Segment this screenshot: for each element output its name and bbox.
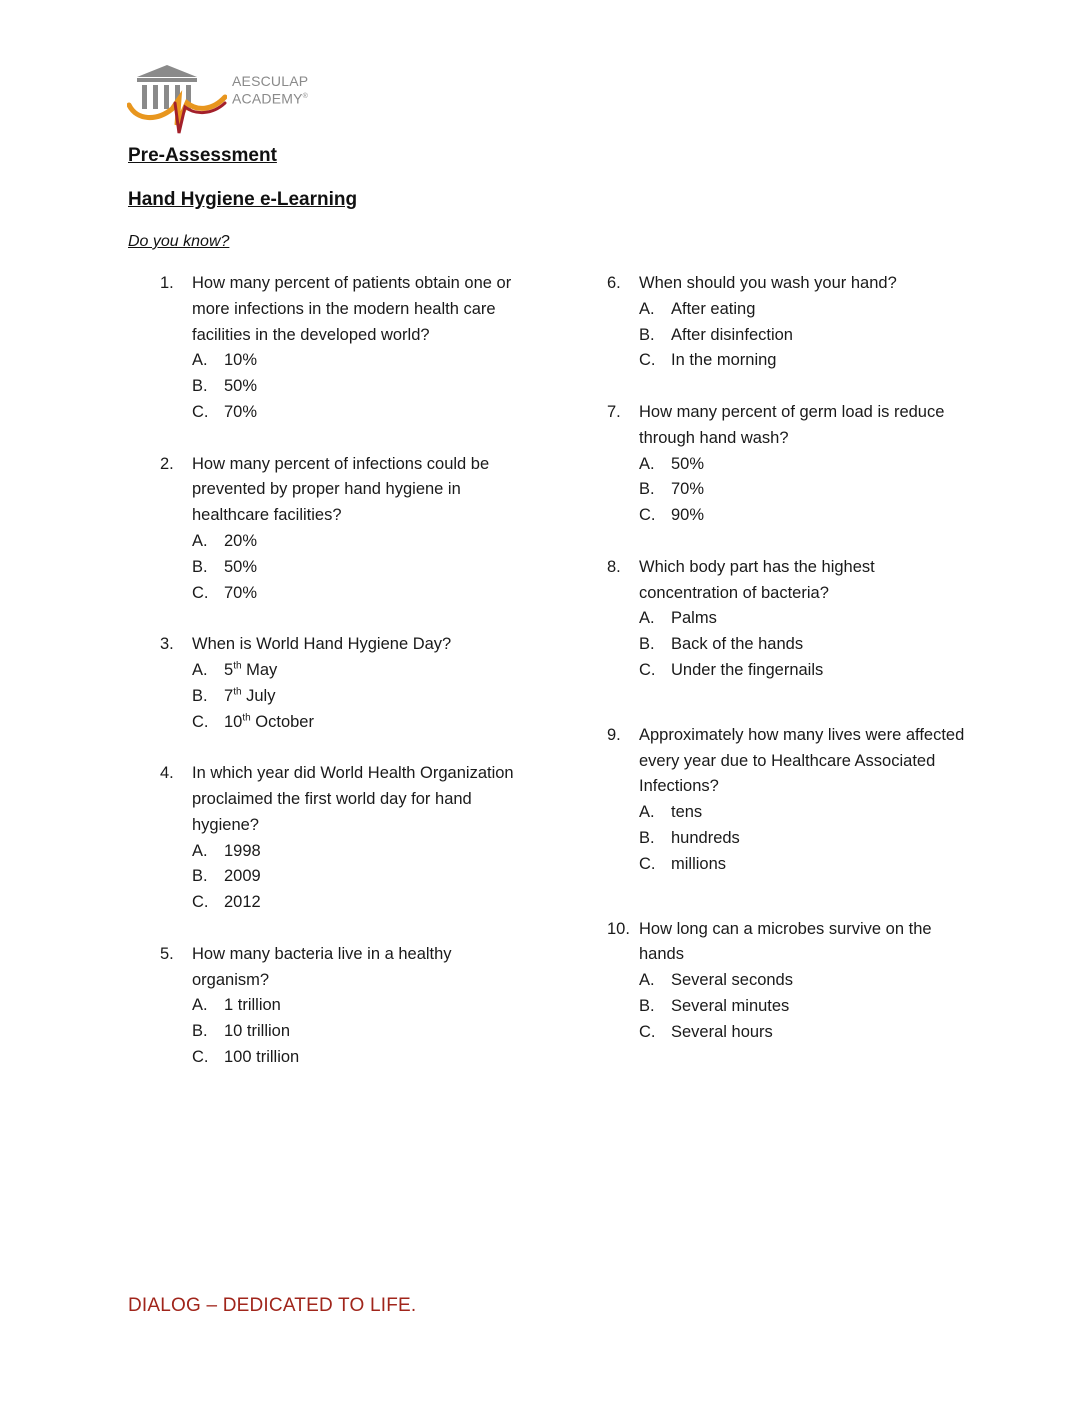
option-b: B. Several minutes <box>639 996 790 1015</box>
question-text: Which body part has the highest concentration of bacteria? <box>639 557 875 602</box>
option-c: C. Several hours <box>639 1022 773 1041</box>
option-a: A. 50% <box>639 454 705 473</box>
question-text: How long can a microbes survive on the hands <box>639 919 932 964</box>
option-b: B. hundreds <box>639 828 740 847</box>
option-a: A. 5th May <box>192 660 278 679</box>
logo-line-1: AESCULAP <box>232 73 309 89</box>
question-number: 2. <box>160 454 174 473</box>
question-text: When is World Hand Hygiene Day? <box>192 635 452 654</box>
question-text: How many percent of germ load is reduce through hand wash? <box>639 402 945 447</box>
option-c: C. In the morning <box>639 351 777 370</box>
option-b: B. 50% <box>192 557 258 576</box>
question-number: 8. <box>607 557 621 576</box>
question-text: How many bacteria live in a healthy organism? <box>192 944 452 989</box>
option-c: C. 70% <box>192 583 258 602</box>
question-7 <box>607 400 967 529</box>
question-number: 3. <box>160 635 174 654</box>
question-10 <box>607 917 967 1046</box>
page-subtitle: Hand Hygiene e-Learning <box>128 189 358 210</box>
question-text: Approximately how many lives were affected every year due to Healthcare Associated Infections? <box>639 725 965 796</box>
option-a: A. tens <box>639 803 703 822</box>
question-2 <box>160 452 520 607</box>
question-text: How many percent of patients obtain one or more infections in the modern health care facilities in the developed world? <box>192 274 512 344</box>
question-9 <box>607 723 967 878</box>
option-b: B. 2009 <box>192 867 261 886</box>
option-c: C. 100 trillion <box>192 1047 300 1066</box>
page-title: Pre-Assessment <box>128 145 277 166</box>
question-text: In which year did World Health Organization proclaimed the first world day for hand hygiene? <box>192 764 514 834</box>
question-5 <box>160 942 520 1071</box>
option-b: B. 7th July <box>192 686 276 705</box>
option-c: C. 10th October <box>192 712 314 731</box>
intro-text: Do you know? <box>128 233 230 250</box>
option-c: C. Under the fingernails <box>639 660 824 679</box>
option-a: A. Several seconds <box>639 971 793 990</box>
option-a: A. After eating <box>639 299 756 318</box>
question-number: 5. <box>160 944 174 963</box>
left-question-column <box>160 271 520 1071</box>
question-number: 6. <box>607 274 621 292</box>
aesculap-academy-logo <box>127 63 327 143</box>
option-b: B. Back of the hands <box>639 635 804 654</box>
option-a: A. 1998 <box>192 841 261 860</box>
question-number: 7. <box>607 402 621 421</box>
option-a: A. 1 trillion <box>192 996 281 1015</box>
logo-line-2: ACADEMY® <box>232 90 308 107</box>
option-c: C. millions <box>639 854 727 873</box>
option-c: C. 70% <box>192 402 258 421</box>
option-c: C. 90% <box>639 506 705 525</box>
question-number: 1. <box>160 274 174 292</box>
question-6 <box>607 271 967 374</box>
logo-wordmark <box>232 73 308 107</box>
question-number: 10. <box>607 919 630 938</box>
question-3 <box>160 632 520 735</box>
question-number: 9. <box>607 725 621 744</box>
question-4 <box>160 761 520 916</box>
option-b: B. 70% <box>639 480 705 499</box>
question-number: 4. <box>160 764 174 783</box>
right-question-column <box>607 271 967 1046</box>
question-8 <box>607 555 967 684</box>
option-b: B. After disinfection <box>639 325 793 344</box>
option-b: B. 10 trillion <box>192 1022 291 1041</box>
footer-tagline: DIALOG – DEDICATED TO LIFE. <box>128 1295 417 1316</box>
question-text: How many percent of infections could be prevented by proper hand hygiene in healthcare facilities? <box>192 454 490 525</box>
option-b: B. 50% <box>192 377 258 396</box>
option-a: A. 20% <box>192 531 258 550</box>
question-1 <box>160 271 520 426</box>
option-a: A. Palms <box>639 609 717 628</box>
temple-logo-icon <box>127 63 227 143</box>
question-text: When should you wash your hand? <box>639 274 897 292</box>
option-c: C. 2012 <box>192 893 261 912</box>
option-a: A. 10% <box>192 351 258 370</box>
